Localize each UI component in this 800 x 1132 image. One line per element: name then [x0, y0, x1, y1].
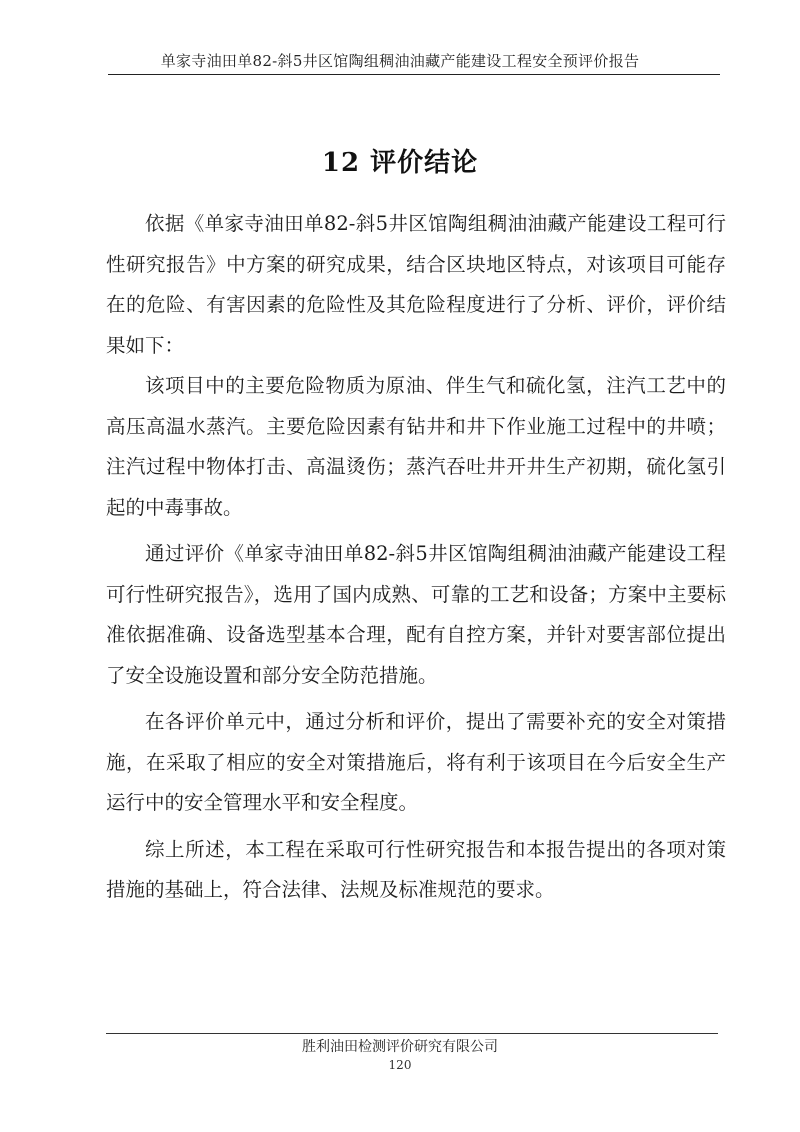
paragraph-evaluation: 通过评价《单家寺油田单82-斜5井区馆陶组稠油油藏产能建设工程可行性研究报告》，选用了国内成熟、可靠的工艺和设备；方案中主要标准依据准确、设备选型基本合理，配有自控方案，并针对要害部位提出了安全设施设置和部分安全防范措施。 — [106, 542, 726, 687]
footer-organization: 胜利油田检测评价研究有限公司 — [302, 1039, 498, 1055]
paragraph-hazards: 该项目中的主要危险物质为原油、伴生气和硫化氢，注汽工艺中的高压高温水蒸汽。主要危险因素有钻井和井下作业施工过程中的井喷；注汽过程中物体打击、高温烫伤；蒸汽吞吐井开井生产初期，硫化氢引起的中毒事故。 — [106, 374, 726, 519]
conclusion-body — [106, 204, 726, 911]
page-number: 120 — [388, 1058, 412, 1072]
paragraph-basis: 依据《单家寺油田单82-斜5井区馆陶组稠油油藏产能建设工程可行性研究报告》中方案的研究成果，结合区块地区特点，对该项目可能存在的危险、有害因素的危险性及其危险程度进行了分析、评价，评价结果如下： — [106, 212, 726, 357]
chapter-title: 12 评价结论 — [321, 148, 479, 178]
running-header: 单家寺油田单82-斜5井区馆陶组稠油油藏产能建设工程安全预评价报告 — [160, 52, 640, 70]
header-divider — [108, 74, 720, 75]
paragraph-measures: 在各评价单元中，通过分析和评价，提出了需要补充的安全对策措施，在采取了相应的安全对策措施后，将有利于该项目在今后安全生产运行中的安全管理水平和安全程度。 — [106, 710, 726, 814]
footer-divider — [106, 1033, 718, 1034]
paragraph-summary: 综上所述，本工程在采取可行性研究报告和本报告提出的各项对策措施的基础上，符合法律、法规及标准规范的要求。 — [106, 837, 726, 901]
